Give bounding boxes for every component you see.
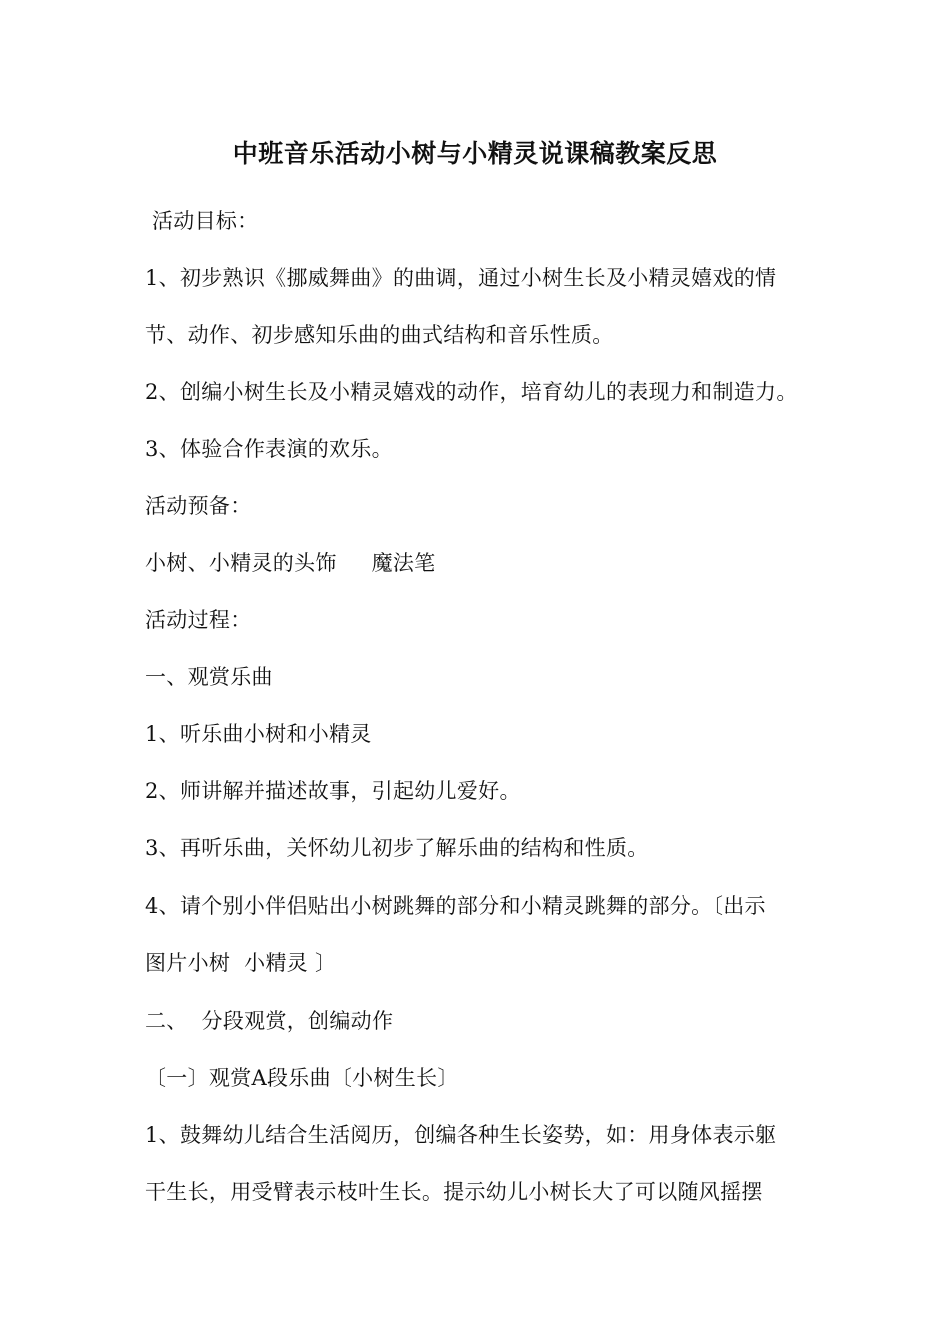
paragraph-line: 4、请个别小伴侣贴出小树跳舞的部分和小精灵跳舞的部分。〔出示 bbox=[145, 894, 766, 918]
document-title: 中班音乐活动小树与小精灵说课稿教案反思 bbox=[232, 139, 718, 168]
paragraph-line: 1、听乐曲小树和小精灵 bbox=[145, 722, 372, 746]
paragraph-line: 1、初步熟识《挪威舞曲》的曲调，通过小树生长及小精灵嬉戏的情 bbox=[145, 266, 777, 290]
section-heading-preparation: 活动预备： bbox=[145, 494, 252, 518]
paragraph-line: 3、体验合作表演的欢乐。 bbox=[145, 437, 393, 461]
paragraph-line: 1、鼓舞幼儿结合生活阅历，创编各种生长姿势，如：用身体表示躯 bbox=[145, 1123, 777, 1147]
section-heading-process: 活动过程： bbox=[145, 608, 252, 632]
paragraph-line: 干生长，用受臂表示枝叶生长。提示幼儿小树长大了可以随风摇摆 bbox=[145, 1180, 763, 1204]
paragraph-line: 2、创编小树生长及小精灵嬉戏的动作，培育幼儿的表现力和制造力。 bbox=[145, 380, 798, 404]
paragraph-line: 二、 分段观赏，创编动作 bbox=[145, 1009, 394, 1033]
paragraph-line: 3、再听乐曲，关怀幼儿初步了解乐曲的结构和性质。 bbox=[145, 836, 649, 860]
paragraph-line: 2、师讲解并描述故事，引起幼儿爱好。 bbox=[145, 779, 521, 803]
section-heading-goals: 活动目标： bbox=[145, 209, 259, 233]
paragraph-line: 〔一〕观赏A段乐曲〔小树生长〕 bbox=[145, 1066, 459, 1090]
paragraph-line: 图片小树 小精灵 〕 bbox=[145, 951, 337, 975]
paragraph-line: 小树、小精灵的头饰 魔法笔 bbox=[145, 551, 436, 575]
paragraph-line: 一、观赏乐曲 bbox=[145, 665, 273, 689]
paragraph-line: 节、动作、初步感知乐曲的曲式结构和音乐性质。 bbox=[145, 323, 614, 347]
